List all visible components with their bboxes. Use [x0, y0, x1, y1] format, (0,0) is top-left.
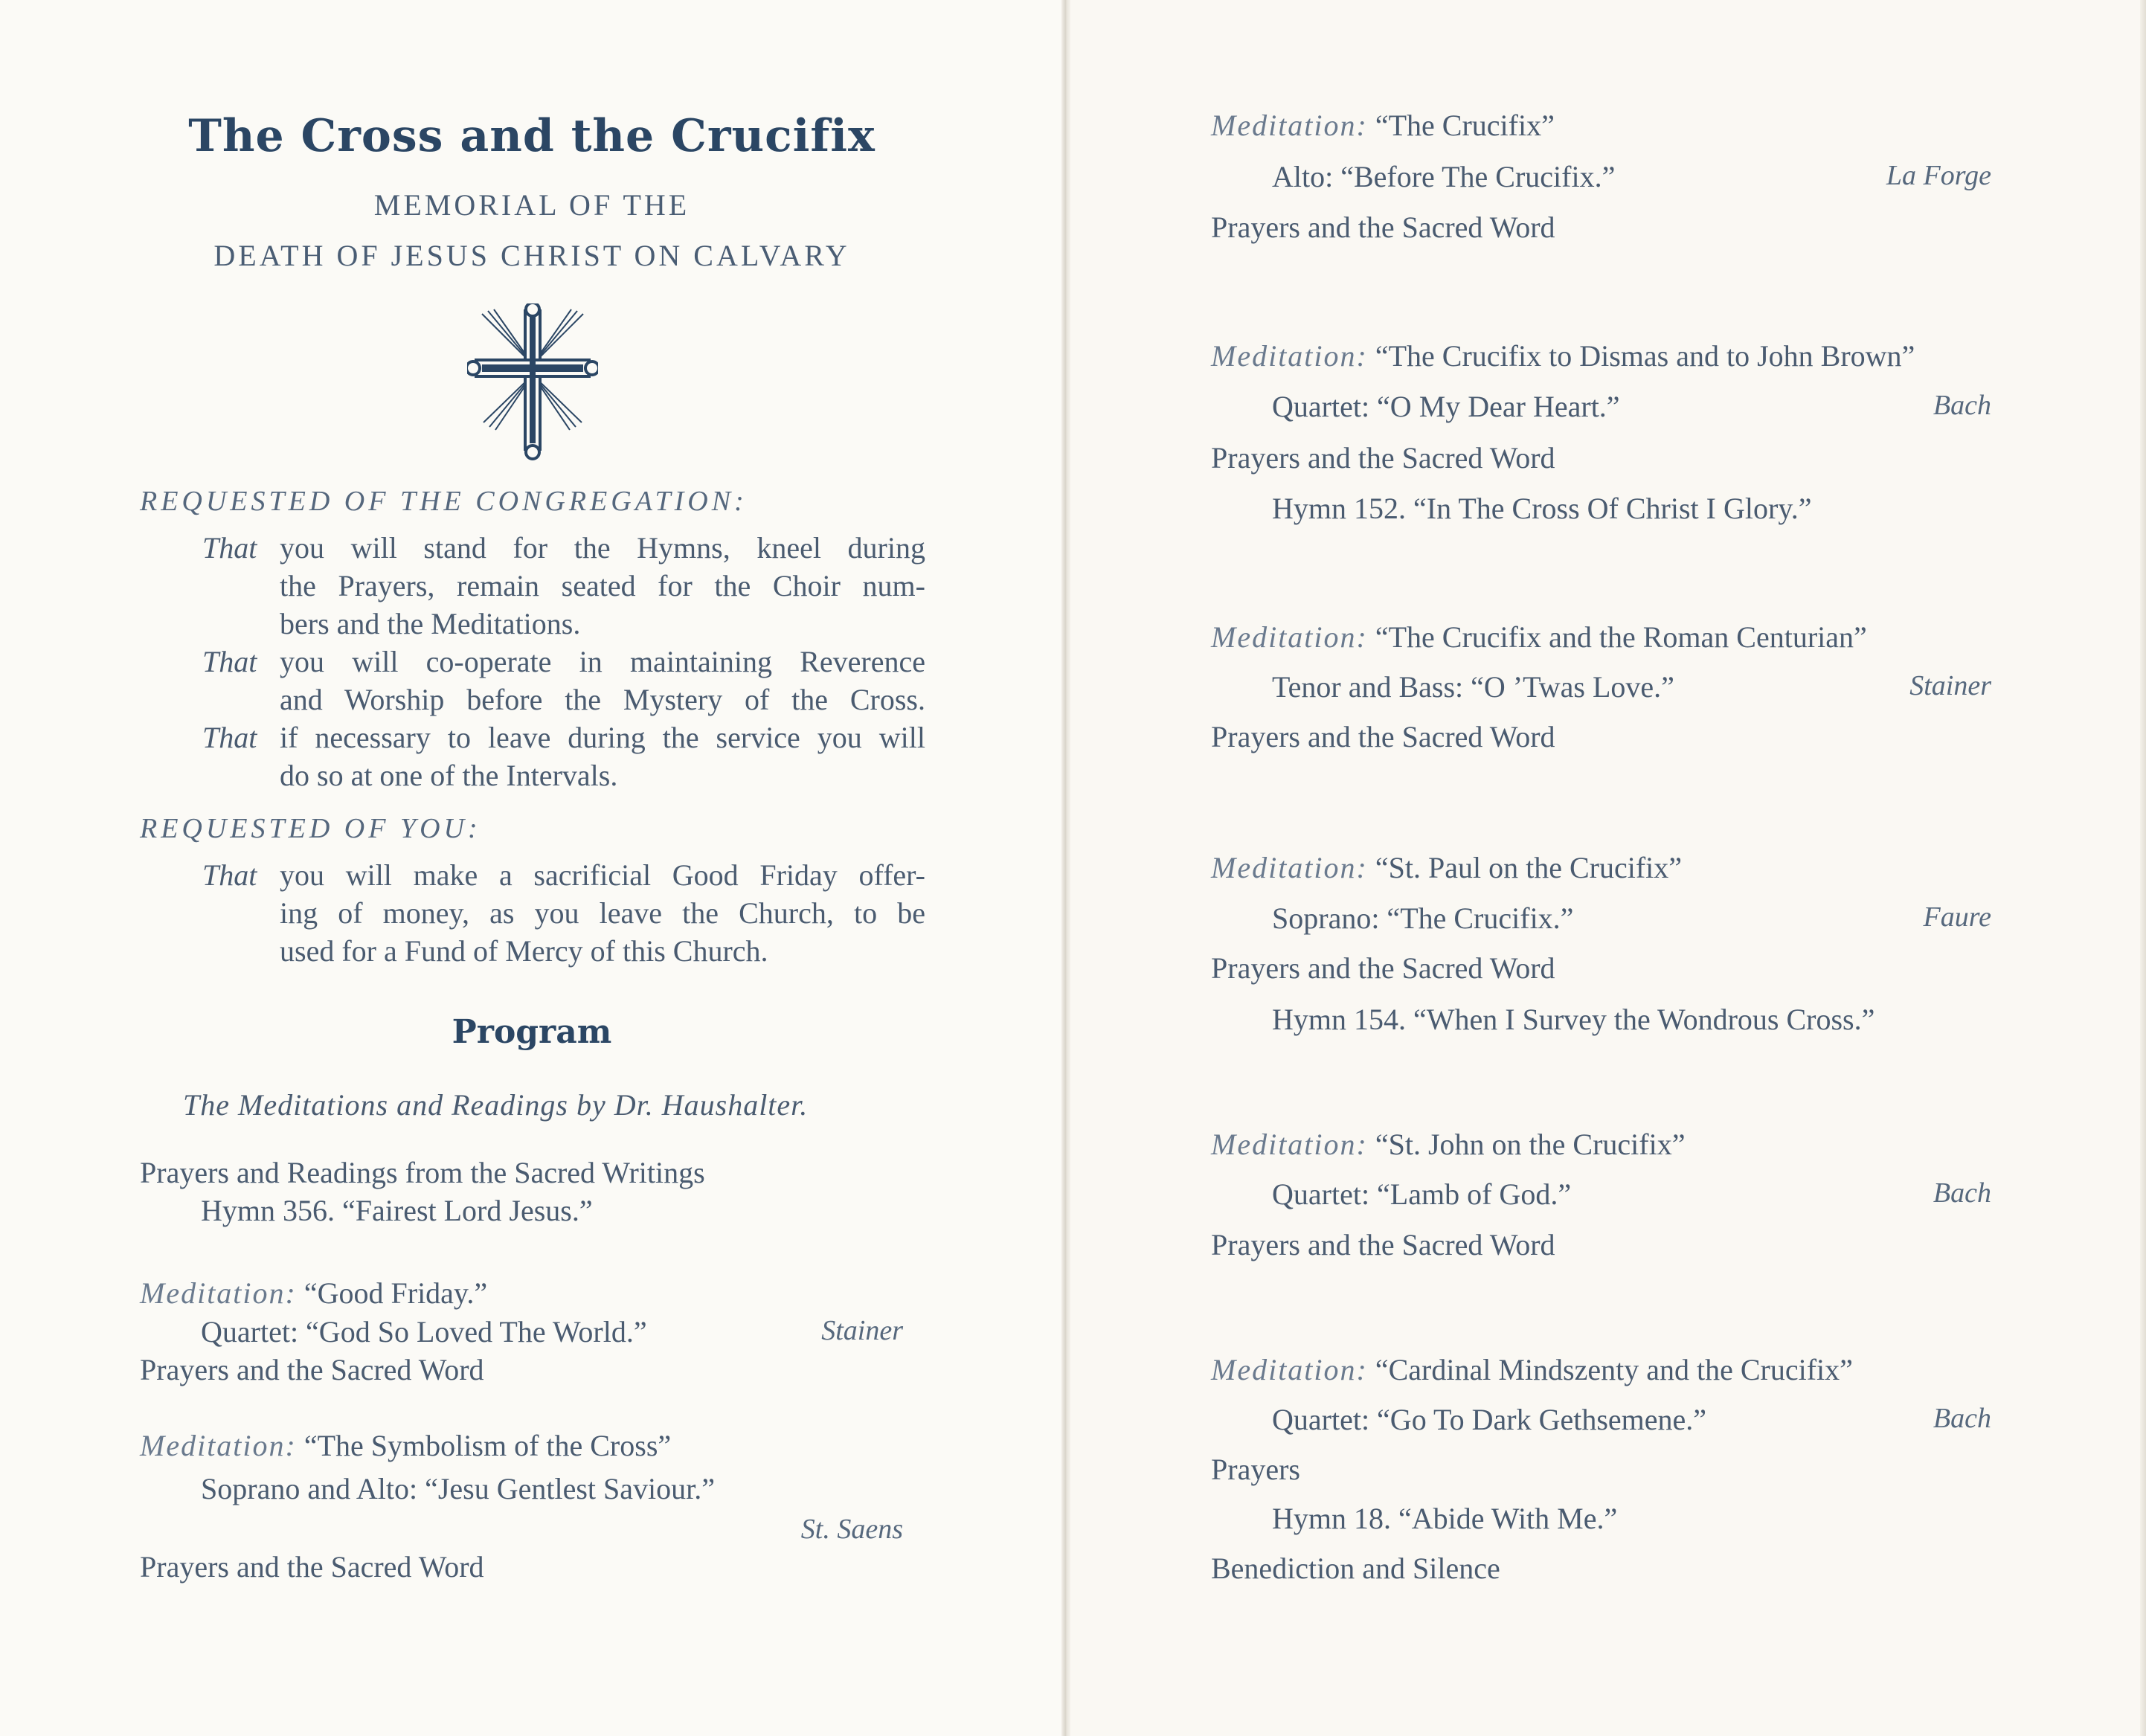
meditation-1-label: Meditation:: [140, 1276, 297, 1310]
meditation-3-music: Alto: “Before The Crucifix.”: [1272, 160, 1616, 193]
that-label-2: That: [202, 645, 257, 678]
meditation-2-label: Meditation:: [140, 1429, 297, 1462]
hymn-152: Hymn 152. “In The Cross Of Christ I Glory.”: [1272, 492, 1812, 525]
request-3-line-1: if necessary to leave during the service you will: [280, 721, 925, 754]
meditation-7-heading: [1211, 1127, 1685, 1162]
that-label-3: That: [202, 721, 257, 754]
meditation-8-composer: Bach: [1933, 1403, 1991, 1434]
that-label-4: That: [202, 858, 257, 892]
meditation-5-heading: [1211, 620, 1867, 655]
meditation-4-title: “The Crucifix to Dismas and to John Brown”: [1375, 339, 1915, 373]
meditation-4-heading: [1211, 338, 1915, 373]
program-note: The Meditations and Readings by Dr. Haushalter.: [183, 1088, 809, 1122]
meditation-6-heading: [1211, 850, 1682, 885]
request-4-line-2: ing of money, as you leave the Church, to be: [280, 896, 925, 930]
meditation-2-title: “The Symbolism of the Cross”: [303, 1429, 672, 1462]
you-heading: REQUESTED OF YOU:: [140, 813, 481, 844]
document-title: The Cross and the Crucifix: [188, 110, 876, 162]
request-2-line-2: and Worship before the Mystery of the Cross.: [280, 683, 925, 716]
meditation-5-prayers: Prayers and the Sacred Word: [1211, 720, 1555, 753]
meditation-3-label: Meditation:: [1211, 109, 1368, 142]
meditation-1-music: Quartet: “God So Loved The World.”: [201, 1315, 647, 1348]
closing-benediction: Benediction and Silence: [1211, 1552, 1500, 1585]
congregation-heading: REQUESTED OF THE CONGREGATION:: [140, 486, 748, 517]
hymn-154: Hymn 154. “When I Survey the Wondrous Cross.”: [1272, 1003, 1875, 1036]
meditation-2-prayers: Prayers and the Sacred Word: [140, 1550, 484, 1584]
meditation-2-composer: St. Saens: [800, 1514, 903, 1545]
meditation-4-composer: Bach: [1933, 390, 1991, 421]
meditation-6-composer: Faure: [1923, 901, 1991, 933]
meditation-7-music: Quartet: “Lamb of God.”: [1272, 1177, 1572, 1211]
request-1-line-3: bers and the Meditations.: [280, 607, 581, 640]
request-1-line-2: the Prayers, remain seated for the Choir num-: [280, 569, 925, 602]
meditation-1-prayers: Prayers and the Sacred Word: [140, 1353, 484, 1386]
meditation-7-label: Meditation:: [1211, 1128, 1368, 1161]
meditation-7-title: “St. John on the Crucifix”: [1375, 1128, 1686, 1161]
meditation-8-prayers: Prayers: [1211, 1453, 1300, 1486]
opening-prayers: Prayers and Readings from the Sacred Writings: [140, 1156, 705, 1189]
paper-edge: [2140, 0, 2146, 1736]
meditation-1-title: “Good Friday.”: [303, 1276, 488, 1310]
meditation-8-heading: [1211, 1352, 1853, 1387]
request-4-line-1: you will make a sacrificial Good Friday offer-: [280, 858, 925, 892]
meditation-4-music: Quartet: “O My Dear Heart.”: [1272, 390, 1620, 423]
meditation-7-prayers: Prayers and the Sacred Word: [1211, 1228, 1555, 1261]
meditation-1-heading: [140, 1276, 487, 1311]
meditation-2-heading: [140, 1428, 671, 1463]
subtitle-line-1: MEMORIAL OF THE: [373, 188, 690, 222]
meditation-6-prayers: Prayers and the Sacred Word: [1211, 951, 1555, 985]
that-label-1: That: [202, 531, 257, 565]
subtitle-line-2: DEATH OF JESUS CHRIST ON CALVARY: [213, 239, 850, 272]
request-3-line-2: do so at one of the Intervals.: [280, 759, 618, 792]
meditation-5-composer: Stainer: [1909, 670, 1991, 701]
request-1-line-1: you will stand for the Hymns, kneel during: [280, 531, 925, 565]
meditation-8-label: Meditation:: [1211, 1353, 1368, 1386]
hymn-18: Hymn 18. “Abide With Me.”: [1272, 1502, 1618, 1535]
meditation-6-label: Meditation:: [1211, 851, 1368, 884]
program-heading: Program: [452, 1013, 612, 1051]
meditation-6-title: “St. Paul on the Crucifix”: [1375, 851, 1683, 884]
request-2-line-1: you will co-operate in maintaining Reverence: [280, 645, 925, 678]
meditation-2-music: Soprano and Alto: “Jesu Gentlest Saviour.”: [201, 1472, 716, 1505]
meditation-3-prayers: Prayers and the Sacred Word: [1211, 210, 1555, 244]
meditation-4-label: Meditation:: [1211, 339, 1368, 373]
meditation-5-label: Meditation:: [1211, 620, 1368, 654]
meditation-3-composer: La Forge: [1886, 160, 1991, 191]
meditation-5-music: Tenor and Bass: “O ’Twas Love.”: [1272, 670, 1674, 704]
meditation-8-title: “Cardinal Mindszenty and the Crucifix”: [1375, 1353, 1853, 1386]
meditation-1-composer: Stainer: [821, 1315, 903, 1346]
meditation-8-music: Quartet: “Go To Dark Gethsemene.”: [1272, 1403, 1707, 1436]
meditation-5-title: “The Crucifix and the Roman Centurian”: [1375, 620, 1867, 654]
request-4-line-3: used for a Fund of Mercy of this Church.: [280, 934, 768, 968]
meditation-4-prayers: Prayers and the Sacred Word: [1211, 441, 1555, 475]
meditation-3-heading: [1211, 108, 1555, 143]
cross-icon: [467, 303, 598, 461]
hymn-356: Hymn 356. “Fairest Lord Jesus.”: [201, 1194, 593, 1227]
meditation-3-title: “The Crucifix”: [1375, 109, 1555, 142]
meditation-7-composer: Bach: [1933, 1177, 1991, 1209]
meditation-6-music: Soprano: “The Crucifix.”: [1272, 901, 1574, 935]
